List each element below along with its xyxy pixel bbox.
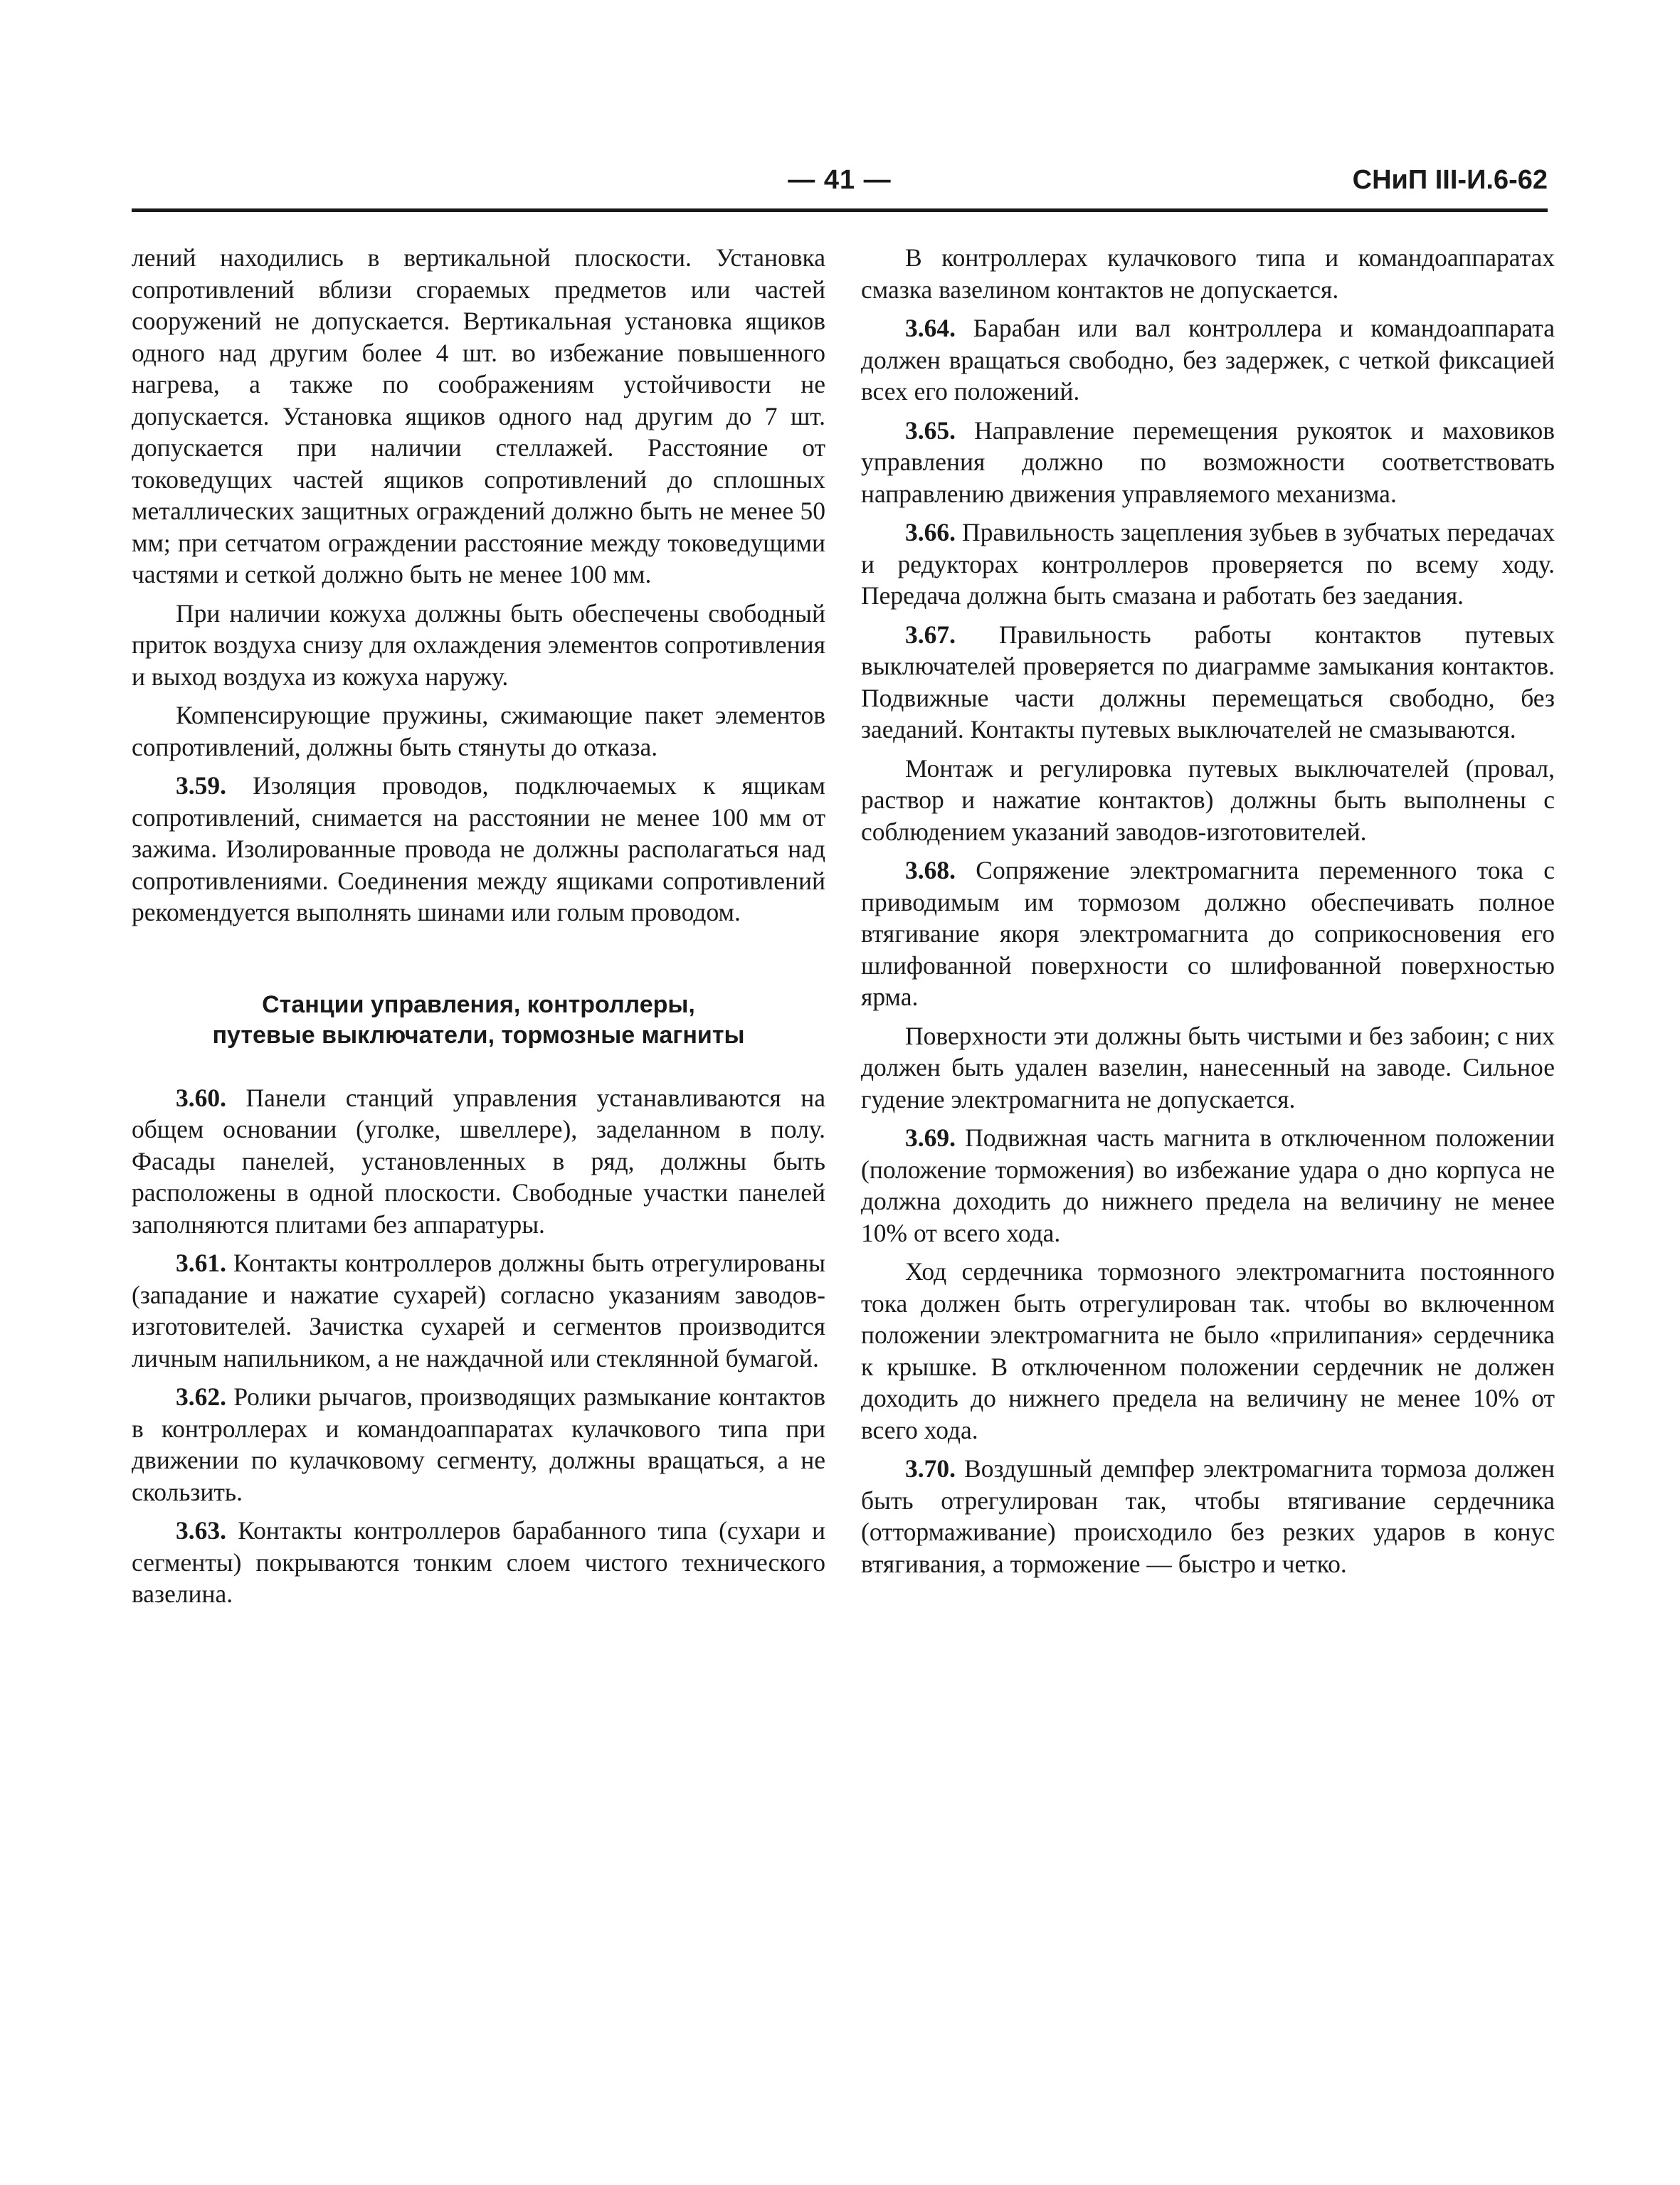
paragraph-springs: Компенсирующие пружины, сжимающие пакет элементов сопротивлений, должны быть стянуты до отказа. <box>132 701 825 761</box>
clause-number: 3.62. <box>176 1382 226 1411</box>
paragraph-surfaces: Поверхности эти должны быть чистыми и без забоин; с них должен быть удален вазелин, нанесенный на заводе. Сильное гудение электромагнита не допускается. <box>861 1021 1555 1113</box>
clause-number: 3.67. <box>905 620 956 649</box>
page-number: — 41 — <box>788 165 892 195</box>
clause-3-59 <box>132 770 825 929</box>
clause-3-67 <box>861 619 1555 746</box>
clause-text: Барабан или вал контроллера и командоаппарата должен вращаться свободно, без задержек, с четкой фиксацией всех его положений. <box>861 314 1555 406</box>
clause-number: 3.66. <box>905 518 956 546</box>
clause-number: 3.64. <box>905 314 956 342</box>
clause-text: Правильность зацепления зубьев в зубчатых передачах и редукторах контроллеров проверяется по всему ходу. Передача должна быть смазана и работать без заедания. <box>861 518 1555 610</box>
clause-number: 3.63. <box>176 1516 226 1545</box>
document-code: СНиП III-И.6-62 <box>1352 165 1548 195</box>
clause-text: Панели станций управления устанавливаются на общем основании (уголке, швеллере), заделанном в полу. Фасады панелей, установленных в ряд, должны быть расположены в одной плоскости. Свободные участки панелей заполняются плитами без аппаратуры. <box>132 1083 825 1239</box>
clause-number: 3.59. <box>176 771 226 800</box>
clause-3-70 <box>861 1453 1555 1580</box>
clause-text: Контакты контроллеров барабанного типа (сухари и сегменты) покрываются тонким слоем чистого технического вазелина. <box>132 1516 825 1608</box>
clause-3-65 <box>861 415 1555 510</box>
section-heading-line-2: путевые выключатели, тормозные магниты <box>212 1021 745 1049</box>
section-heading-line-1: Станции управления, контроллеры, <box>262 990 695 1018</box>
clause-3-68 <box>861 855 1555 1013</box>
clause-text: Правильность работы контактов путевых выключателей проверяется по диаграмме замыкания контактов. Подвижные части должны перемещаться свободно, без заеданий. Контакты путевых выключателей не смазываются. <box>861 620 1555 744</box>
clause-text: Контакты контроллеров должны быть отрегулированы (западание и нажатие сухарей) согласно указаниям заводов-изготовителей. Зачистка сухарей и сегментов производится личным напильником, а не наждачной или стеклянной бумагой. <box>132 1249 825 1372</box>
clause-text: Подвижная часть магнита в отключенном положении (положение торможения) во избежание удара о дно корпуса не должна доходить до нижнего предела на величину не менее 10% от всего хода. <box>861 1123 1555 1247</box>
clause-text: Воздушный демпфер электромагнита тормоза должен быть отрегулирован так, чтобы втягивание сердечника (оттормаживание) происходило без резких ударов в конус втягивания, а торможение — быстро и четко. <box>861 1454 1555 1578</box>
clause-3-69 <box>861 1122 1555 1249</box>
clause-text: Изоляция проводов, подключаемых к ящикам сопротивлений, снимается на расстоянии не менее 100 мм от зажима. Изолированные провода не должны располагаться над сопротивлениями. Соединения между ящиками сопротивлений рекомендуется выполнять шинами или голым проводом. <box>132 771 825 926</box>
clause-3-64 <box>861 312 1555 408</box>
left-column <box>132 242 825 1617</box>
clause-text: Сопряжение электромагнита переменного тока с приводимым им тормозом должно обеспечивать полное втягивание якоря электромагнита до соприкосновения его шлифованной поверхности со шлифованной поверхностью ярма. <box>861 856 1555 1011</box>
clause-number: 3.61. <box>176 1249 226 1277</box>
header-divider <box>132 208 1548 212</box>
right-column <box>861 242 1555 1587</box>
paragraph-casing: При наличии кожуха должны быть обеспечены свободный приток воздуха снизу для охлаждения элементов сопротивления и выход воздуха из кожуха наружу. <box>132 598 825 691</box>
clause-3-63 <box>132 1515 825 1610</box>
clause-3-61 <box>132 1247 825 1374</box>
clause-text: Направление перемещения рукояток и маховиков управления должно по возможности соответствовать направлению движения управляемого механизма. <box>861 416 1555 508</box>
clause-number: 3.69. <box>905 1123 956 1152</box>
clause-3-66 <box>861 517 1555 612</box>
clause-number: 3.65. <box>905 416 956 445</box>
clause-number: 3.60. <box>176 1083 226 1112</box>
paragraph-limit-switch-install: Монтаж и регулировка путевых выключателей (провал, раствор и нажатие контактов) должны быть выполнены с соблюдением указаний заводов-изготовителей. <box>861 753 1555 846</box>
clause-3-60 <box>132 1082 825 1241</box>
paragraph-continued: лений находились в вертикальной плоскости. Установка сопротивлений вблизи сгораемых предметов или частей сооружений не допускается. Вертикальная установка ящиков одного над другим более 4 шт. во избежание повышенного нагрева, а также по соображениям устойчивости не допускается. Установка ящиков одного над другим до 7 шт. допускается при наличии стеллажей. Расстояние от токоведущих частей ящиков сопротивлений до сплошных металлических защитных ограждений должно быть не менее 50 мм; при сетчатом ограждении расстояние между токоведущими частями и сеткой должно быть не менее 100 мм. <box>132 243 825 588</box>
clause-text: Ролики рычагов, производящих размыкание контактов в контроллерах и командоаппаратах кулачкового типа при движении по кулачковому сегменту, должны вращаться, а не скользить. <box>132 1382 825 1506</box>
page-header <box>132 165 1548 215</box>
paragraph-core-travel: Ход сердечника тормозного электромагнита постоянного тока должен быть отрегулирован так. чтобы во включенном положении электромагнита не было «прилипания» сердечника к крышке. В отключенном положении сердечник не должен доходить до нижнего предела на величину не менее 10% от всего хода. <box>861 1257 1555 1444</box>
clause-number: 3.70. <box>905 1454 956 1483</box>
section-heading <box>132 990 825 1051</box>
paragraph-cam-controllers: В контроллерах кулачкового типа и командоаппаратах смазка вазелином контактов не допускается. <box>861 243 1555 304</box>
clause-number: 3.68. <box>905 856 956 884</box>
clause-3-62 <box>132 1381 825 1508</box>
